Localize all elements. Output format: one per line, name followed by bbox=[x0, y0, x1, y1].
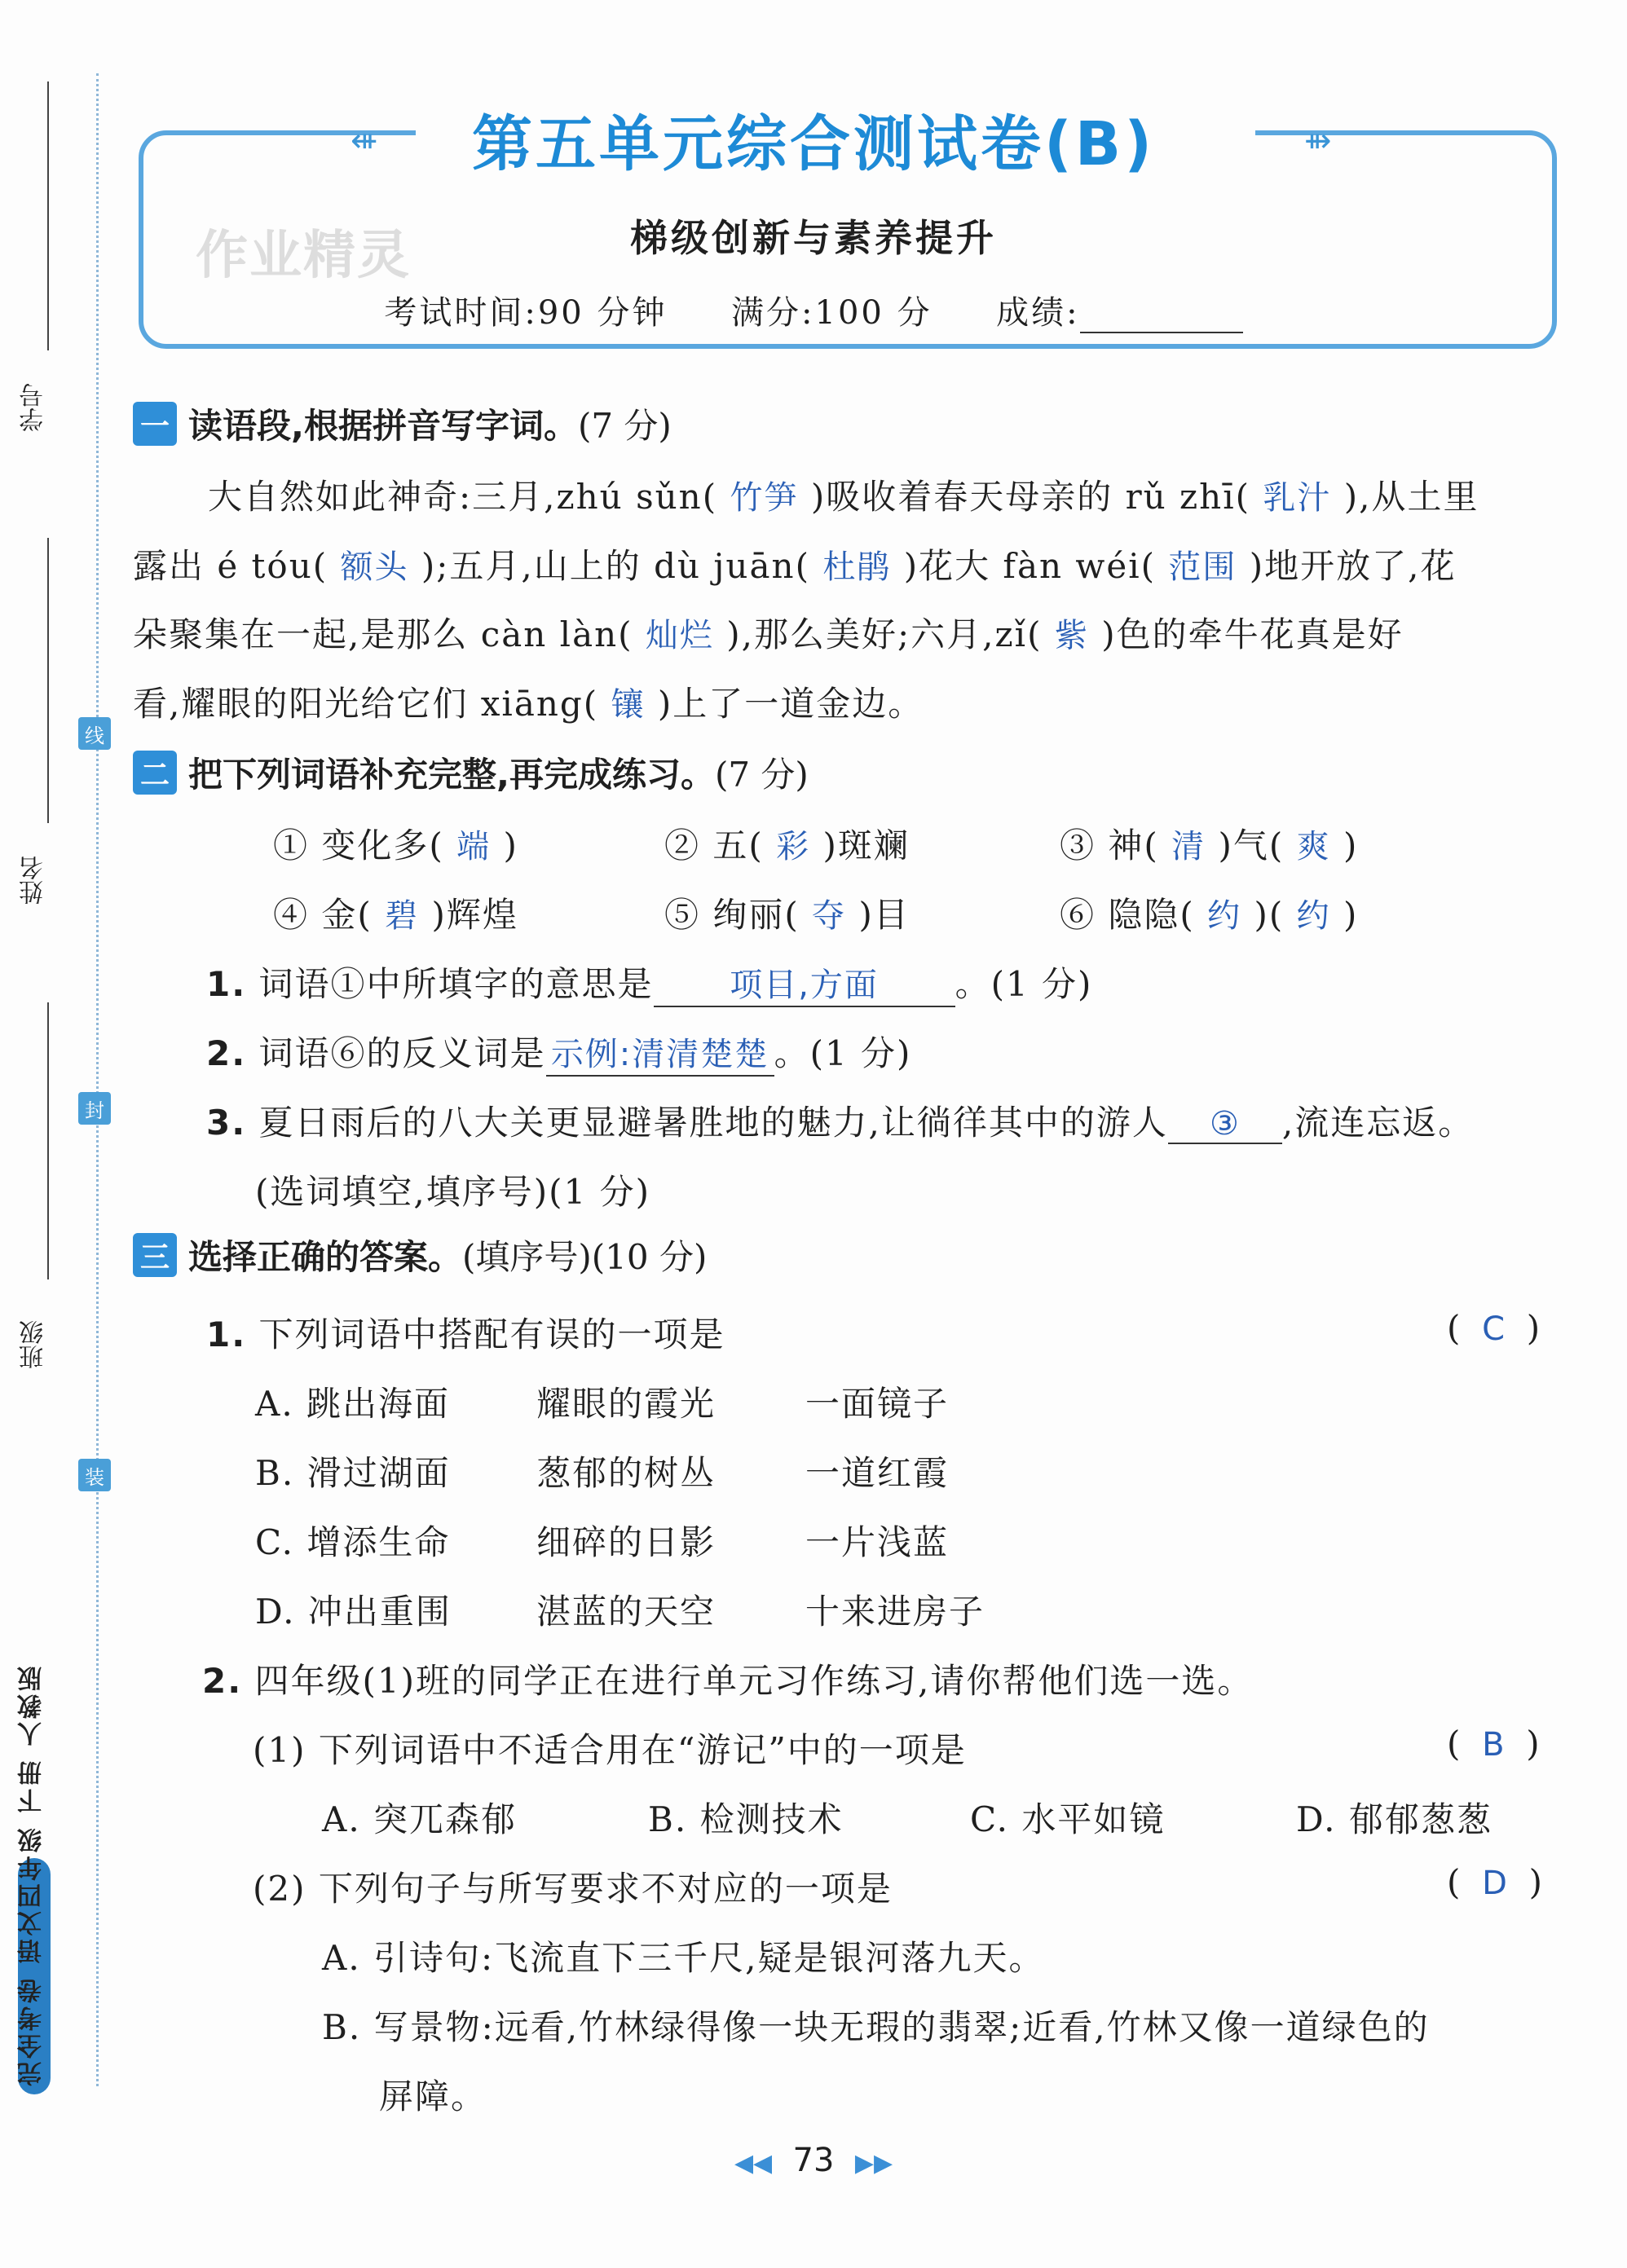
exam-info bbox=[0, 287, 1627, 333]
section-2-heading bbox=[133, 748, 809, 797]
s3-q2-2-option-b[interactable]: B. 写景物:远看,竹林绿得像一块无瑕的翡翠;近看,竹林又像一道绿色的 bbox=[322, 2007, 1430, 2047]
s3-question-2: 2. 四年级(1)班的同学正在进行单元习作练习,请你帮他们选一选。 bbox=[202, 1661, 1254, 1701]
answer-w2[interactable]: 彩 bbox=[776, 828, 811, 865]
section-2-title: 把下列词语补充完整,再完成练习。 bbox=[188, 755, 715, 795]
series-label: 完全考卷 语文四年级 下册 人教版 bbox=[18, 1662, 46, 2086]
s3-q1-answer-box: ( C ) bbox=[1447, 1308, 1541, 1348]
s3-q2-1-option-c[interactable]: C. 水平如镜 bbox=[970, 1799, 1166, 1839]
exam-full-score: 满分:100 分 bbox=[731, 294, 933, 332]
left-ornament-icon: ⇺ bbox=[351, 122, 378, 160]
section-3-title: 选择正确的答案。 bbox=[188, 1237, 463, 1277]
section-3-badge: 三 bbox=[133, 1233, 177, 1277]
name-label: 姓名 bbox=[20, 856, 48, 905]
id-label: 学号 bbox=[20, 383, 48, 432]
binding-dotted-line bbox=[96, 73, 99, 2086]
section-3-points: (填序号)(10 分) bbox=[462, 1237, 708, 1277]
s3-question-1: 1. 下列词语中搭配有误的一项是 bbox=[206, 1315, 725, 1354]
answer-dujuan[interactable]: 杜鹃 bbox=[822, 548, 892, 586]
page-number-value: 73 bbox=[792, 2142, 835, 2179]
next-arrows-icon: ▶▶ bbox=[854, 2149, 893, 2178]
s2-question-3: 3. 夏日雨后的八大关更显避暑胜地的魅力,让徜徉其中的游人 ③ ,流连忘返。 bbox=[206, 1103, 1475, 1143]
s3-q2-1-option-b[interactable]: B. 检测技术 bbox=[648, 1799, 844, 1839]
word-4: ④ 金( 碧 )辉煌 bbox=[273, 895, 518, 935]
answer-ruzhi[interactable]: 乳汁 bbox=[1263, 479, 1332, 517]
word-5: ⑤ 绚丽( 夺 )目 bbox=[664, 895, 910, 935]
s1-line-3: 朵聚集在一起,是那么 càn làn( 灿烂 ),那么美好;六月,zǐ( 紫 )色的牵牛花真是好 bbox=[133, 614, 1404, 654]
section-2-points: (7 分) bbox=[714, 755, 809, 795]
prev-arrows-icon: ◀◀ bbox=[734, 2149, 773, 2178]
page-subtitle: 梯级创新与素养提升 bbox=[630, 216, 997, 260]
answer-canlan[interactable]: 灿烂 bbox=[645, 617, 714, 654]
page-title: 第五单元综合测试卷(B) bbox=[471, 109, 1156, 179]
s3-q2-1-option-a[interactable]: A. 突兀森郁 bbox=[322, 1799, 518, 1839]
s1-line-1: 大自然如此神奇:三月,zhú sǔn( 竹笋 )吸收着春天母亲的 rǔ zhī( 乳汁 ),从土里 bbox=[208, 477, 1479, 517]
exam-score-label: 成绩: bbox=[996, 294, 1080, 332]
answer-w6b[interactable]: 约 bbox=[1296, 897, 1331, 935]
score-field[interactable] bbox=[1080, 304, 1243, 333]
s3-question-2-2: (2) 下列句子与所写要求不对应的一项是 bbox=[253, 1869, 893, 1909]
s3-q1-option-a[interactable]: A. 跳出海面 耀眼的霞光 一面镜子 bbox=[255, 1384, 950, 1424]
answer-zi[interactable]: 紫 bbox=[1054, 617, 1089, 654]
s3-q2-1-options bbox=[322, 1793, 1493, 1842]
page-number bbox=[0, 2142, 1627, 2179]
answer-s3q2-2[interactable]: D bbox=[1482, 1865, 1507, 1902]
section-1-heading bbox=[133, 399, 672, 448]
class-label: 班级 bbox=[20, 1320, 48, 1369]
cut-mark-line: 线 bbox=[78, 717, 111, 750]
word-1: ① 变化多( 端 ) bbox=[273, 826, 518, 865]
s2-question-2: 2. 词语⑥的反义词是 示例:清清楚楚 。(1 分) bbox=[206, 1027, 911, 1077]
cut-mark-bind: 装 bbox=[78, 1459, 111, 1491]
word-3: ③ 神( 清 )气( 爽 ) bbox=[1060, 826, 1359, 865]
s2-question-1: 1. 词语①中所填字的意思是 项目,方面 。(1 分) bbox=[206, 958, 1092, 1007]
s3-question-2-1: (1) 下列词语中不适合用在“游记”中的一项是 bbox=[253, 1730, 967, 1770]
s1-line-4: 看,耀眼的阳光给它们 xiāng( 镶 )上了一道金边。 bbox=[133, 684, 924, 724]
s3-q2-2-option-a[interactable]: A. 引诗句:飞流直下三千尺,疑是银河落九天。 bbox=[322, 1938, 1045, 1978]
s3-q2-1-option-d[interactable]: D. 郁郁葱葱 bbox=[1296, 1799, 1493, 1839]
s3-q1-option-d[interactable]: D. 冲出重围 湛蓝的天空 十来进房子 bbox=[255, 1592, 985, 1632]
s3-q1-option-b[interactable]: B. 滑过湖面 葱郁的树丛 一道红霞 bbox=[255, 1453, 950, 1493]
section-1-title: 读语段,根据拼音写字词。 bbox=[188, 406, 578, 446]
answer-s2q2[interactable]: 示例:清清楚楚 bbox=[550, 1036, 769, 1073]
answer-etou[interactable]: 额头 bbox=[340, 548, 409, 586]
answer-w4[interactable]: 碧 bbox=[385, 897, 420, 935]
section-1-points: (7 分) bbox=[577, 406, 672, 446]
section-1-badge: 一 bbox=[133, 402, 177, 446]
answer-w3a[interactable]: 清 bbox=[1171, 828, 1206, 865]
answer-fanwei[interactable]: 范围 bbox=[1168, 548, 1237, 586]
answer-xiang[interactable]: 镶 bbox=[611, 686, 646, 724]
s1-line-2: 露出 é tóu( 额头 );五月,山上的 dù juān( 杜鹃 )花大 fàn wéi( 范围 )地开放了,花 bbox=[133, 546, 1457, 586]
word-2: ② 五( 彩 )斑斓 bbox=[664, 826, 910, 865]
answer-s2q3[interactable]: ③ bbox=[1209, 1105, 1241, 1143]
answer-w5[interactable]: 夺 bbox=[812, 897, 847, 935]
right-ornament-icon: ⇻ bbox=[1304, 122, 1332, 160]
section-3-heading bbox=[133, 1231, 707, 1279]
name-field-line bbox=[47, 538, 49, 823]
answer-zhusun[interactable]: 竹笋 bbox=[730, 479, 799, 517]
s3-q2-1-answer-box: ( B ) bbox=[1447, 1724, 1540, 1764]
s2-question-3-note: (选词填空,填序号)(1 分) bbox=[255, 1172, 650, 1212]
answer-w3b[interactable]: 爽 bbox=[1296, 828, 1331, 865]
watermark: 作业精灵 bbox=[196, 226, 411, 286]
answer-s3q2-1[interactable]: B bbox=[1482, 1726, 1505, 1764]
s3-q2-2-answer-box: ( D ) bbox=[1447, 1862, 1542, 1902]
answer-s2q1[interactable]: 项目,方面 bbox=[730, 967, 879, 1004]
answer-s3q1[interactable]: C bbox=[1482, 1310, 1506, 1348]
word-6: ⑥ 隐隐( 约 )( 约 ) bbox=[1060, 895, 1359, 935]
cut-mark-seal: 封 bbox=[78, 1092, 111, 1125]
exam-time: 考试时间:90 分钟 bbox=[384, 294, 668, 332]
class-field-line bbox=[47, 1002, 49, 1279]
s3-q2-2-option-b-cont: 屏障。 bbox=[379, 2076, 487, 2116]
answer-w1[interactable]: 端 bbox=[456, 828, 492, 865]
answer-w6a[interactable]: 约 bbox=[1207, 897, 1242, 935]
s3-q1-option-c[interactable]: C. 增添生命 细碎的日影 一片浅蓝 bbox=[255, 1522, 950, 1562]
section-2-badge: 二 bbox=[133, 751, 177, 795]
